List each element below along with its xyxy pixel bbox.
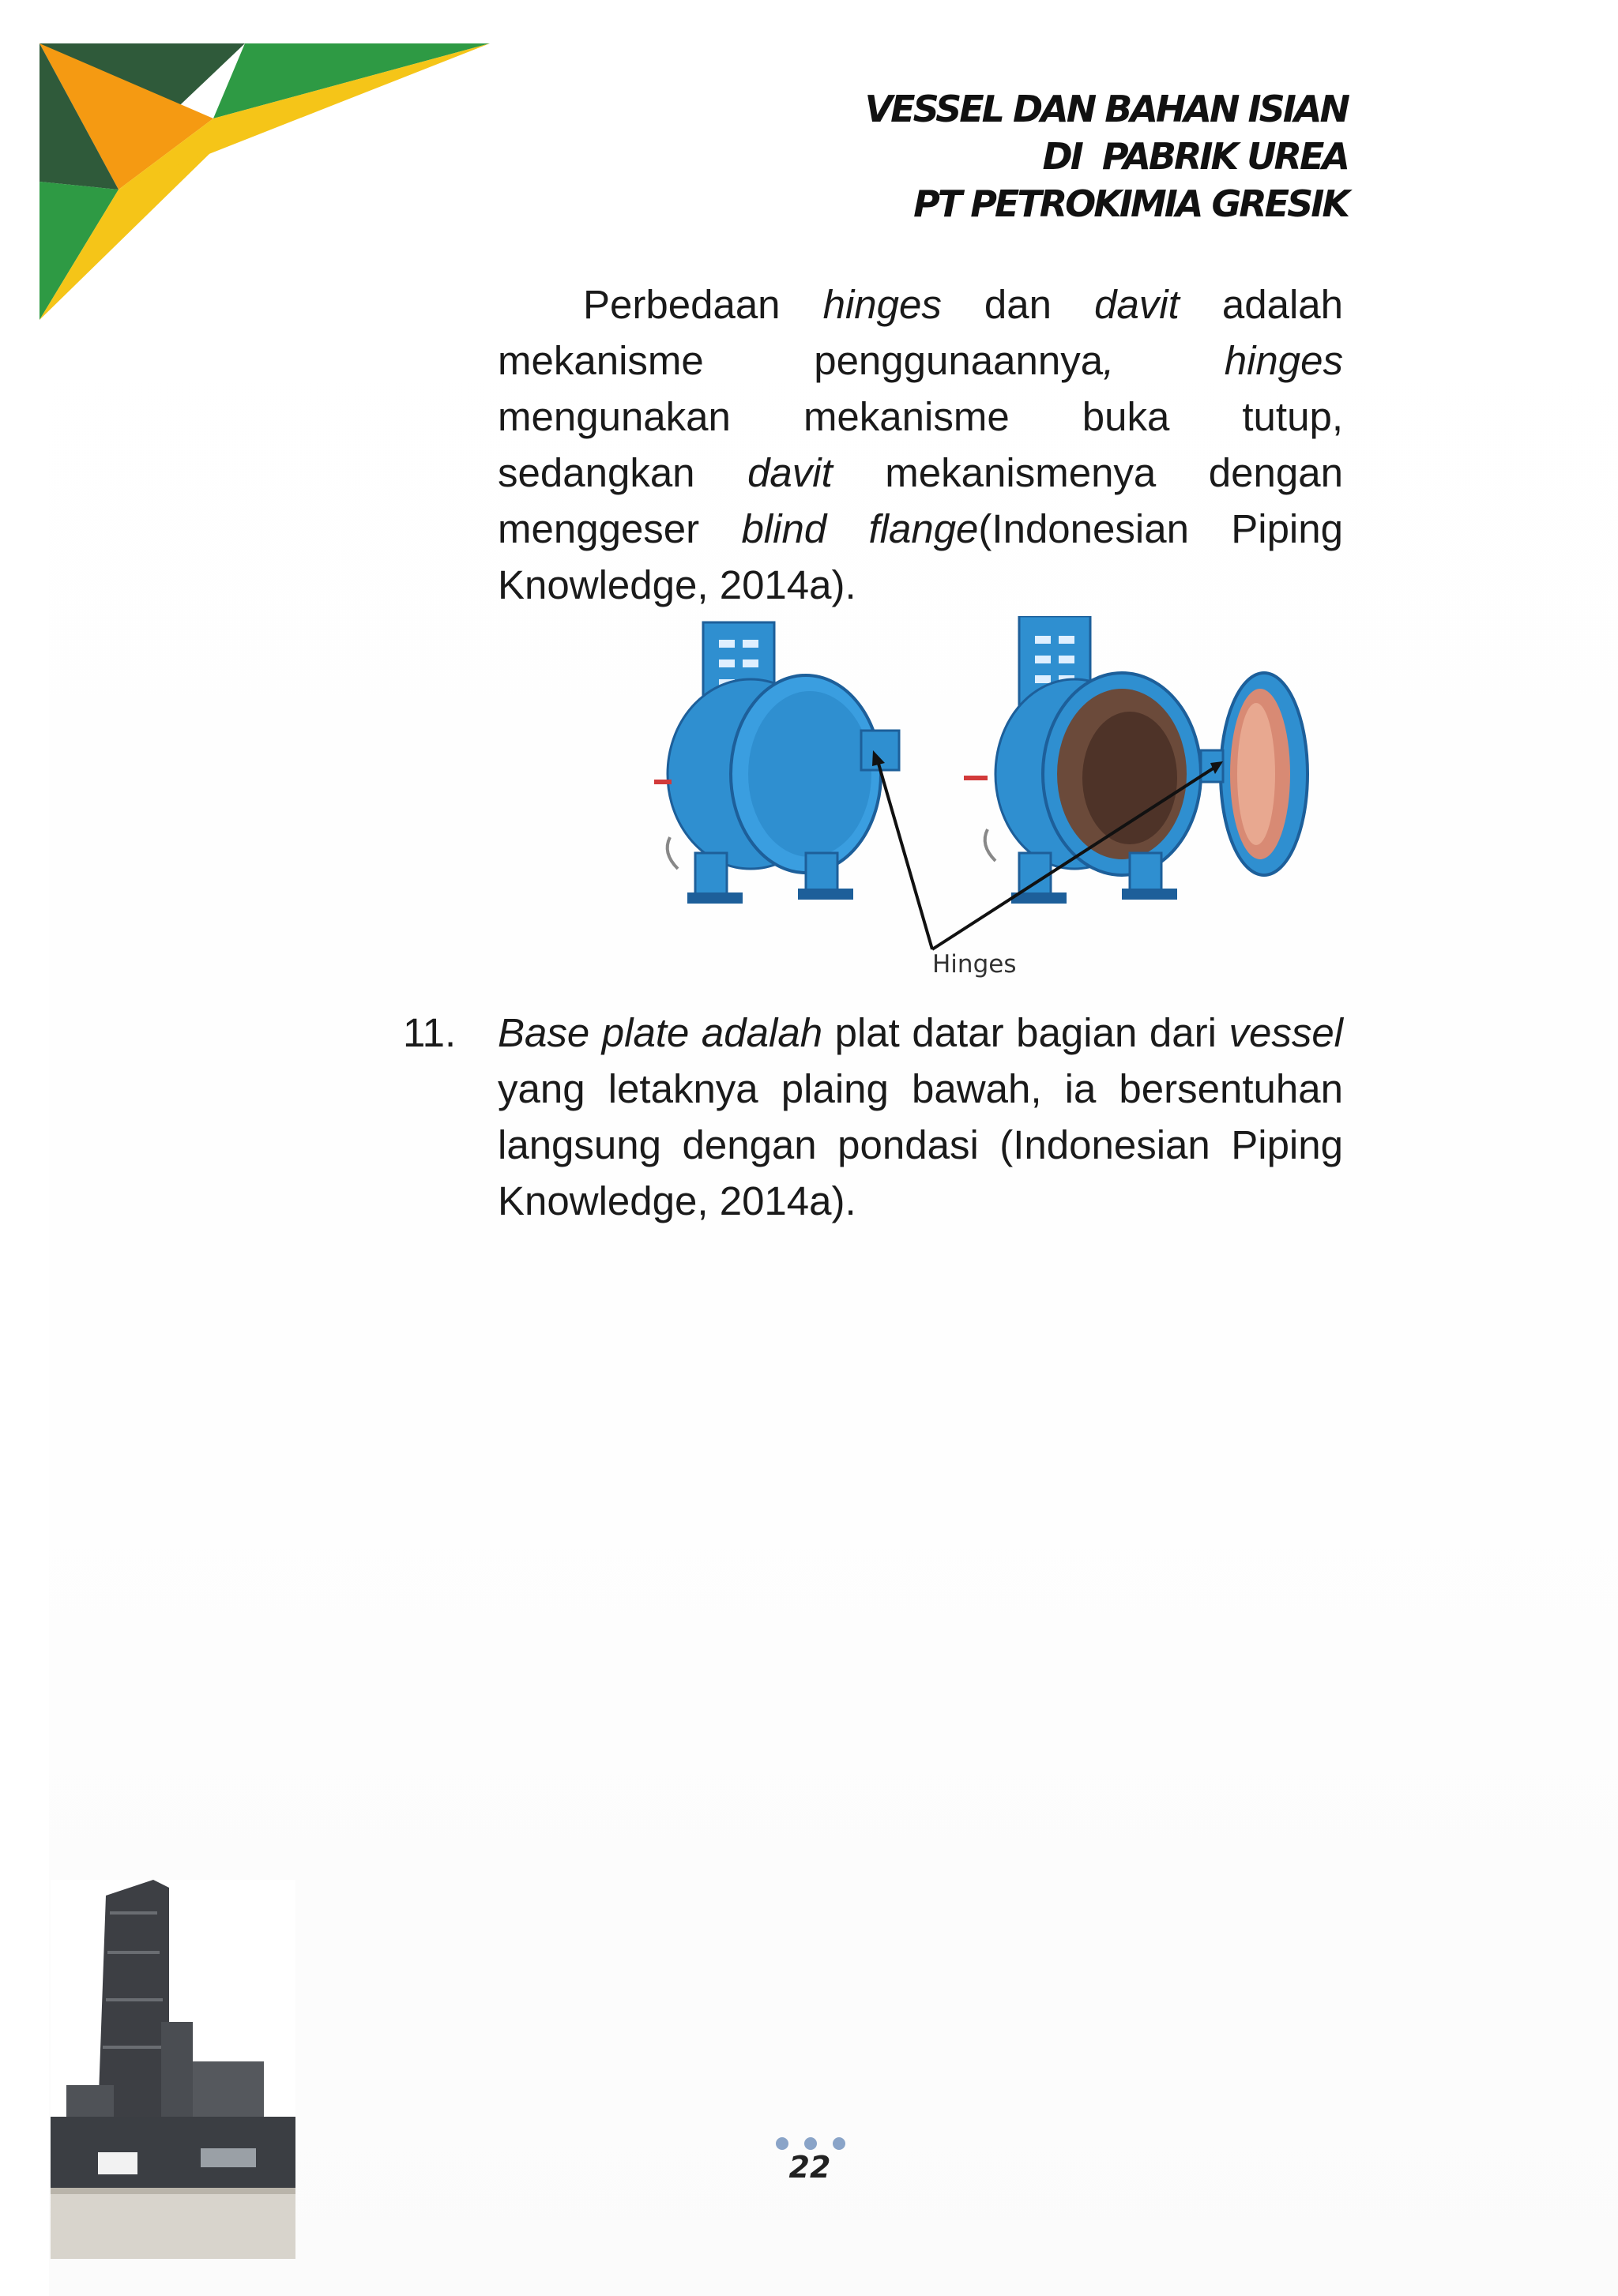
text-run: adalah mekanisme penggunaannya	[498, 282, 1344, 383]
text-run: mengunakan mekanisme buka tutup, sedangkan	[498, 394, 1343, 495]
page-dots-decoration	[773, 2136, 849, 2151]
paragraph-hinges-davit	[498, 276, 1343, 613]
closed-vessel-illustration	[654, 622, 899, 904]
italic-term: hinges	[822, 282, 942, 327]
text-run	[1114, 338, 1224, 383]
italic-term: davit	[1094, 282, 1180, 327]
header-line-1: VESSEL DAN BAHAN ISIAN	[864, 88, 1348, 130]
italic-term: davit	[747, 450, 833, 495]
italic-term: vessel	[1229, 1010, 1344, 1055]
document-header	[865, 85, 1348, 227]
text-run: yang letaknya plaing bawah, ia bersentuhan langsung dengan pondasi (Indonesian Piping Knowledge, 2014a).	[498, 1066, 1343, 1223]
list-item-number: 11.	[403, 1010, 457, 1055]
text-run: (Indonesian Piping Knowledge, 2014a).	[498, 506, 1343, 607]
vessel-hinges-figure	[648, 616, 1319, 987]
page-number: 22	[788, 2150, 831, 2185]
open-vessel-illustration	[964, 616, 1308, 904]
italic-term: blind flange	[741, 506, 979, 551]
italic-term: Base plate adalah	[498, 1010, 823, 1055]
figure-caption: Hinges	[932, 950, 1017, 979]
plant-tower-photo	[51, 1880, 295, 2259]
text-run: mekanismenya dengan menggeser	[498, 450, 1343, 551]
italic-term: ,	[1103, 338, 1115, 383]
corner-logo-graphic	[32, 32, 537, 348]
header-line-2: DI PABRIK UREA	[1042, 135, 1348, 178]
paragraph-base-plate	[498, 1005, 1343, 1229]
text-run: plat datar bagian dari	[822, 1010, 1229, 1055]
text-run: dan	[941, 282, 1095, 327]
header-line-3: PT PETROKIMIA GRESIK	[913, 182, 1348, 225]
text-run: Perbedaan	[583, 282, 823, 327]
italic-term: hinges	[1224, 338, 1343, 383]
